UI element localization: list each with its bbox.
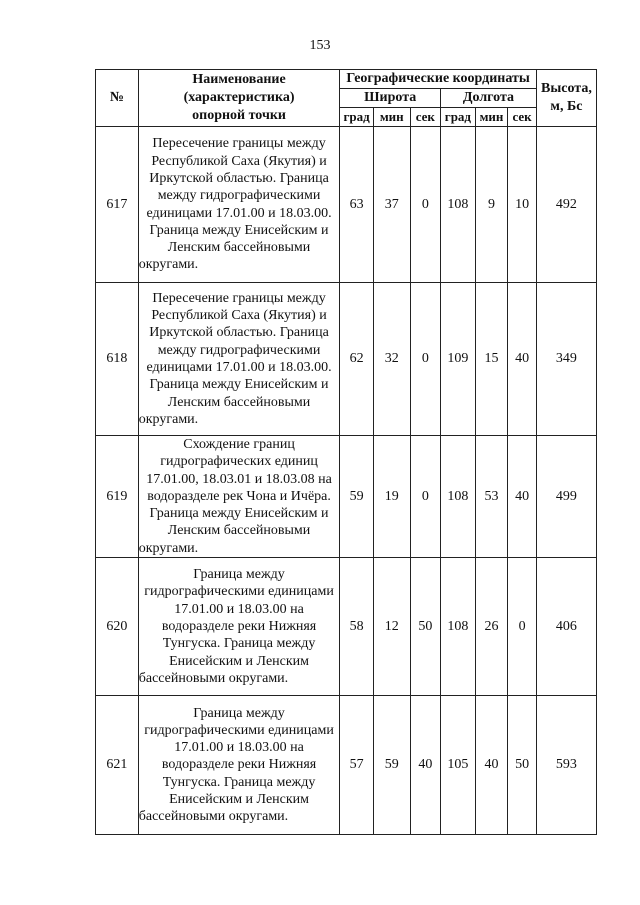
lat-grad: 58 <box>340 558 374 696</box>
row-description: Граница между гидрографическими единицами 17.01.00 и 18.03.00 на водоразделе реки Нижняя Тунгуска. Граница между Енисейским и Ленским бассейновыми округами. <box>138 696 340 835</box>
lon-sec: 0 <box>508 558 537 696</box>
lon-sec: 40 <box>508 436 537 558</box>
lon-sec: 10 <box>508 127 537 283</box>
header-height-line1: Высота, <box>540 81 592 96</box>
lon-sec: 40 <box>508 283 537 436</box>
height-value: 349 <box>536 283 596 436</box>
lon-min: 40 <box>475 696 508 835</box>
header-lon-sec: сек <box>508 108 537 127</box>
lon-min: 15 <box>475 283 508 436</box>
header-name-line2: (характеристика) <box>183 90 295 105</box>
lat-grad: 57 <box>340 696 374 835</box>
row-number: 618 <box>96 283 139 436</box>
lon-grad: 108 <box>441 127 476 283</box>
header-name-line1: Наименование <box>192 72 286 87</box>
header-lon-grad: град <box>441 108 476 127</box>
header-geo-coordinates: Географические координаты <box>340 70 536 89</box>
lon-grad: 109 <box>441 283 476 436</box>
table-row <box>96 696 597 835</box>
lat-grad: 63 <box>340 127 374 283</box>
table-row <box>96 558 597 696</box>
lon-min: 9 <box>475 127 508 283</box>
row-description: Пересечение границы между Республикой Саха (Якутия) и Иркутской областью. Граница между гидрографическими единицами 17.01.00 и 18.03.00. Граница между Енисейским и Ленским бассейновыми округами. <box>138 127 340 283</box>
table-row <box>96 436 597 558</box>
lat-min: 32 <box>373 283 410 436</box>
header-name-line3: опорной точки <box>192 108 286 123</box>
row-description: Схождение границ гидрографических единиц 17.01.00, 18.03.01 и 18.03.08 на водоразделе рек Чона и Ичёра. Граница между Енисейским и Ленским бассейновыми округами. <box>138 436 340 558</box>
lat-min: 37 <box>373 127 410 283</box>
header-lon-min: мин <box>475 108 508 127</box>
header-lat-sec: сек <box>410 108 441 127</box>
height-value: 593 <box>536 696 596 835</box>
row-number: 621 <box>96 696 139 835</box>
lat-grad: 59 <box>340 436 374 558</box>
header-longitude: Долгота <box>441 89 537 108</box>
height-value: 492 <box>536 127 596 283</box>
lat-sec: 40 <box>410 696 441 835</box>
lon-grad: 108 <box>441 436 476 558</box>
lon-min: 53 <box>475 436 508 558</box>
row-description: Пересечение границы между Республикой Саха (Якутия) и Иркутской областью. Граница между гидрографическими единицами 17.01.00 и 18.03.00. Граница между Енисейским и Ленским бассейновыми округами. <box>138 283 340 436</box>
height-value: 499 <box>536 436 596 558</box>
lat-min: 19 <box>373 436 410 558</box>
table-row <box>96 283 597 436</box>
page-number: 153 <box>309 38 331 53</box>
header-lat-grad: град <box>340 108 374 127</box>
row-number: 619 <box>96 436 139 558</box>
table-header <box>96 70 597 127</box>
lon-sec: 50 <box>508 696 537 835</box>
lon-min: 26 <box>475 558 508 696</box>
lon-grad: 108 <box>441 558 476 696</box>
table-body <box>96 127 597 835</box>
header-lat-min: мин <box>373 108 410 127</box>
header-name <box>138 70 340 127</box>
lat-sec: 0 <box>410 127 441 283</box>
row-description: Граница между гидрографическими единицами 17.01.00 и 18.03.00 на водоразделе реки Нижняя Тунгуска. Граница между Енисейским и Ленским бассейновыми округами. <box>138 558 340 696</box>
header-latitude: Широта <box>340 89 441 108</box>
row-number: 617 <box>96 127 139 283</box>
lat-min: 12 <box>373 558 410 696</box>
header-height <box>536 70 596 127</box>
lat-grad: 62 <box>340 283 374 436</box>
coordinates-table <box>95 69 597 835</box>
row-number: 620 <box>96 558 139 696</box>
height-value: 406 <box>536 558 596 696</box>
header-height-line2: м, Бс <box>550 99 583 114</box>
lat-sec: 0 <box>410 283 441 436</box>
lat-sec: 0 <box>410 436 441 558</box>
lat-sec: 50 <box>410 558 441 696</box>
header-number: № <box>96 70 139 127</box>
table-row <box>96 127 597 283</box>
lat-min: 59 <box>373 696 410 835</box>
lon-grad: 105 <box>441 696 476 835</box>
